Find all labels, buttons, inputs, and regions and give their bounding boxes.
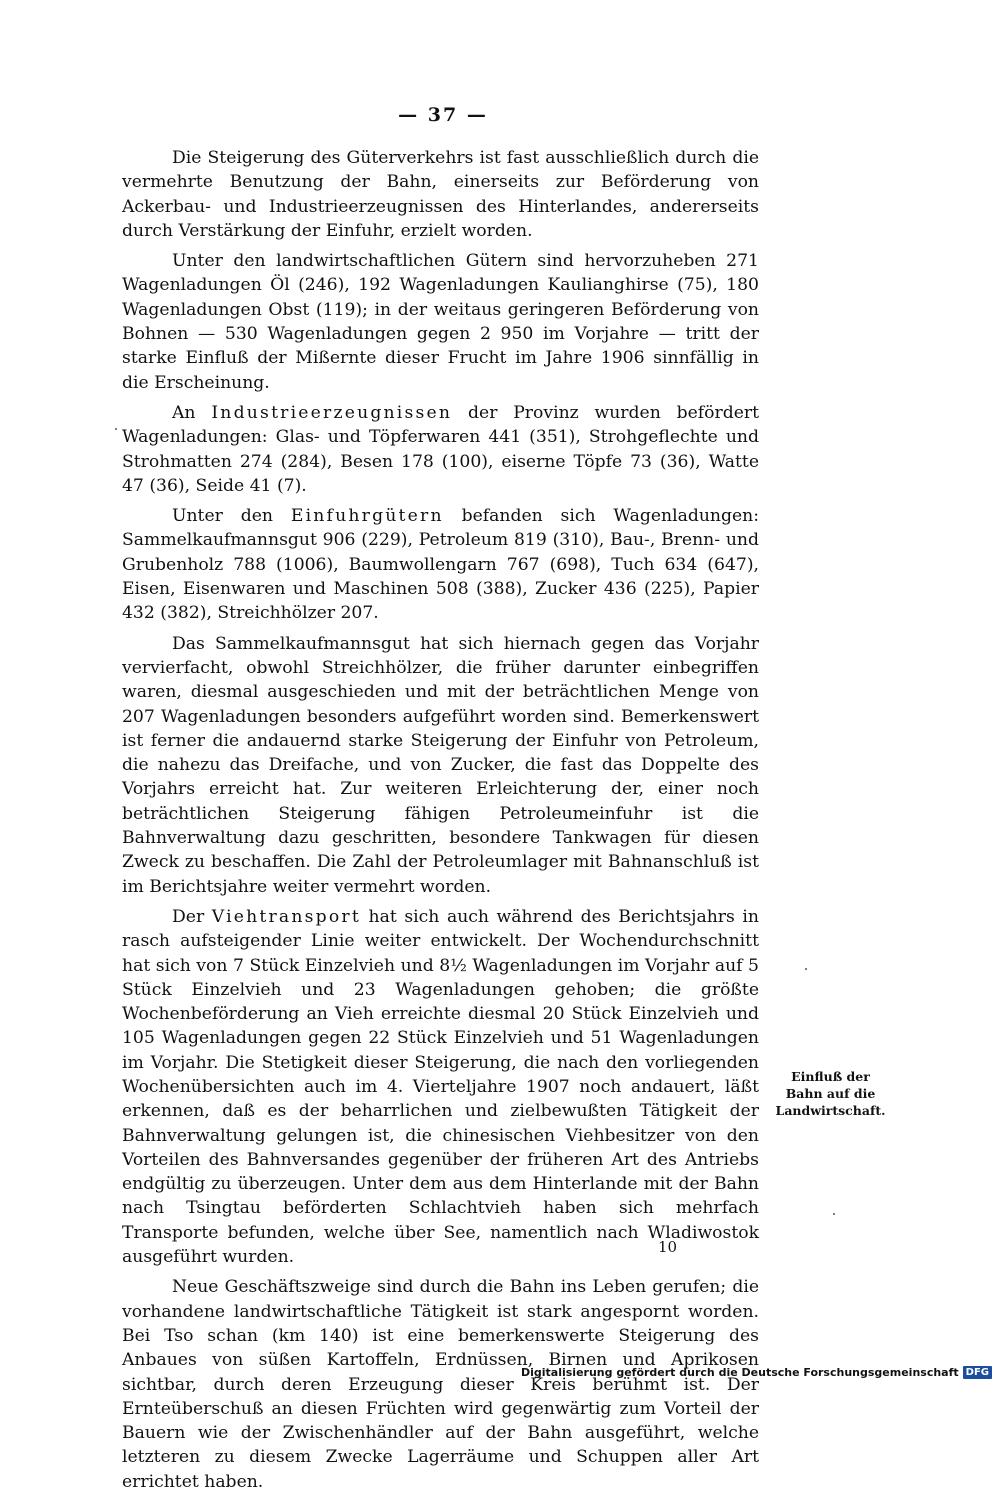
page-number: — 37 — xyxy=(398,104,488,126)
paragraph-traffic-increase: Die Steigerung des Güterverkehrs ist fast ausschließlich durch die vermehrte Benutzung der Bahn, einerseits zur Beförderung von Ackerbau- und Industrieerzeugnissen des Hinterlandes, andererseits durch Verstärkung der Einfuhr, erzielt worden. xyxy=(122,148,759,241)
paragraph-agricultural-goods: Unter den landwirtschaftlichen Gütern sind hervorzuheben 271 Wagenladungen Öl (246), 192 Wagenladungen Kaulianghirse (75), 180 Wagenladungen Obst (119); in der weitaus geringeren Beförderung von Bohnen — 530 Wagenladungen gegen 2 950 im Vorjahre — tritt der starke Einfluß der Mißernte dieser Frucht im Jahre 1906 sinnfällig in die Erscheinung. xyxy=(122,251,759,393)
body-text xyxy=(122,146,759,1500)
scan-speck xyxy=(833,1213,835,1215)
spaced-term: Einfuhrgütern xyxy=(290,506,444,527)
paragraph-livestock: Der Viehtransport hat sich auch während des Berichtsjahrs in rasch aufsteigender Linie weiter entwickelt. Der Wochendurchschnitt hat sich von 7 Stück Einzelvieh und 8½ Wagenladungen im Vorjahr auf 5 Stück Einzelvieh und 23 Wagenladungen gehoben; die größte Wochenbeförderung an Vieh erreichte diesmal 20 Stück Einzelvieh und 105 Wagenladungen gegen 22 Stück Einzelvieh und 51 Wagenladungen im Vorjahr. Die Stetigkeit dieser Steigerung, die nach den vorliegenden Wochenübersichten auch im 4. Vierteljahre 1907 noch andauert, läßt erkennen, daß es der beharrlichen und zielbewußten Tätigkeit der Bahnverwaltung gelungen ist, die chinesischen Viehbesitzer von den Vorteilen des Bahnversandes gegenüber der früheren Art des Antriebs endgültig zu überzeugen. Unter dem aus dem Hinterlande mit der Bahn nach Tsingtau beförderten Schlachtvieh haben sich mehrfach Transporte befunden, welche über See, namentlich nach Wladiwostok ausgeführt wurden. xyxy=(122,906,759,1268)
paragraph-merchant-goods: Das Sammelkaufmannsgut hat sich hiernach gegen das Vorjahr vervierfacht, obwohl Streichhölzer, die früher darunter einbegriffen waren, diesmal ausgeschieden und mit der beträchtlichen Menge von 207 Wagenladungen besonders aufgeführt worden sind. Bemerkenswert ist ferner die andauernd starke Steigerung der Einfuhr von Petroleum, die nahezu das Dreifache, und von Zucker, die fast das Doppelte des Vorjahrs erreicht hat. Zur weiteren Erleichterung der, einer noch beträchtlichen Steigerung fähigen Petroleumeinfuhr ist die Bahnverwaltung dazu geschritten, besondere Tankwagen für diesen Zweck zu beschaffen. Die Zahl der Petroleumlager mit Bahnanschluß ist im Berichtsjahre weiter vermehrt worden. xyxy=(122,633,759,897)
footer xyxy=(521,1366,992,1379)
paragraph-import-goods: Unter den Einfuhrgütern befanden sich Wagenladungen: Sammelkaufmannsgut 906 (229), Petroleum 819 (310), Bau-, Brenn- und Grubenholz 788 (1006), Baumwollengarn 767 (698), Tuch 634 (647), Eisen, Eisenwaren und Maschinen 508 (388), Zucker 436 (225), Papier 432 (382), Streichhölzer 207. xyxy=(122,506,760,624)
signature-mark: 10 xyxy=(658,1238,678,1256)
footer-text: Digitalisierung gefördert durch die Deutsche Forschungsgemeinschaft xyxy=(520,1366,959,1379)
spaced-term: Viehtransport xyxy=(211,906,361,927)
dfg-logo-icon: DFG xyxy=(963,1366,992,1379)
paragraph-new-business: Neue Geschäftszweige sind durch die Bahn ins Leben gerufen; die vorhandene landwirtschaftliche Tätigkeit ist stark angespornt worden. Bei Tso schan (km 140) ist eine bemerkenswerte Steigerung des Anbaues von süßen Kartoffeln, Erdnüssen, Birnen und Aprikosen sichtbar, durch deren Erzeugung dieser Kreis berühmt ist. Der Ernteüberschuß an diesen Früchten wird gegenwärtig zum Vorteil der Bauern wie der Zwischenhändler auf der Bahn ausgeführt, welche letzteren zu diesem Zwecke Lagerräume und Schuppen aller Art errichtet haben. xyxy=(122,1277,759,1492)
paragraph-industrial-products: An Industrieerzeugnissen der Provinz wurden befördert Wagenladungen: Glas- und Töpferwaren 441 (351), Strohgeflechte und Strohmatten 274 (284), Besen 178 (100), eiserne Töpfe 73 (36), Watte 47 (36), Seide 41 (7). xyxy=(122,402,759,496)
scan-speck xyxy=(805,968,807,970)
scan-speck xyxy=(115,428,117,430)
margin-note: Einfluß der Bahn auf die Landwirtschaft. xyxy=(775,1069,886,1118)
spaced-term: Industrieerzeugnissen xyxy=(211,402,453,423)
